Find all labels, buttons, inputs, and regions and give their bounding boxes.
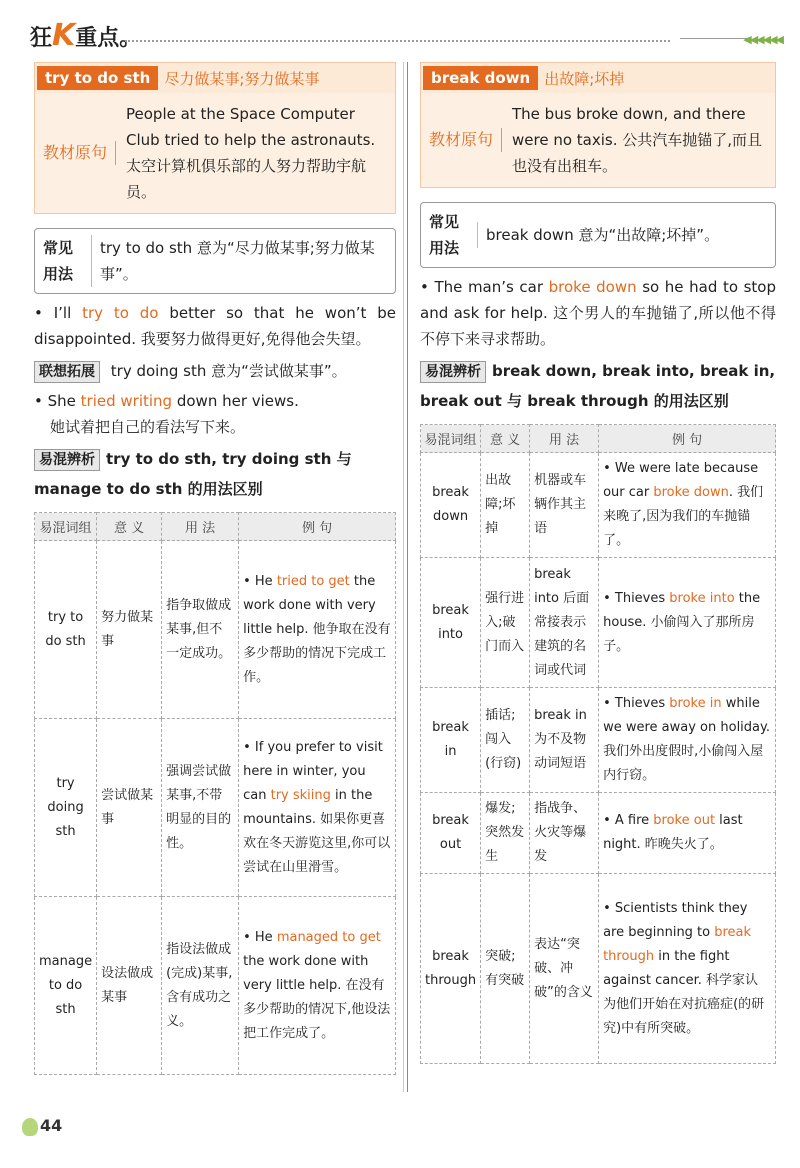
table-cell: break through — [421, 874, 481, 1064]
table-cell: try to do sth — [35, 541, 97, 719]
usage-text: break down 意为“出故障;坏掉”。 — [477, 222, 719, 248]
source-sentence: The bus broke down, and there were no taxis. 公共汽车抛锚了,而且也没有出租车。 — [512, 105, 763, 175]
usage-text: try to do sth 意为“尽力做某事;努力做某事”。 — [91, 235, 387, 287]
table-cell: 尝试做某事 — [97, 719, 162, 897]
table-cell: 指设法做成(完成)某事,含有成功之义。 — [162, 897, 239, 1075]
table-header: 用 法 — [162, 513, 239, 541]
header-dotted-rule — [125, 40, 670, 42]
page-header — [0, 0, 800, 53]
table-cell: 强行进入;破门而入 — [481, 558, 530, 688]
vocab-tag: break down — [423, 66, 538, 90]
table-header: 例 句 — [239, 513, 396, 541]
table-cell: • Scientists think they are beginning to break through in the fight against cancer. 科学家认为他们开始在对抗癌症(的研究)中有所突破。 — [599, 874, 776, 1064]
usage-box — [34, 228, 396, 294]
confuse-tag: 易混辨析 — [420, 361, 486, 383]
table-row — [35, 719, 396, 897]
table-cell: • He tried to get the work done with very little help. 他争取在没有多少帮助的情况下完成工作。 — [239, 541, 396, 719]
vocab-box — [34, 62, 396, 214]
confuse-title: 易混辨析 try to do sth, try doing sth 与 manage to do sth 的用法区别 — [34, 450, 352, 498]
table-cell: 机器或车辆作其主语 — [530, 453, 599, 558]
table-cell: 突破;有突破 — [481, 874, 530, 1064]
table-row — [421, 793, 776, 874]
table-cell: • A fire broke out last night. 昨晚失火了。 — [599, 793, 776, 874]
comparison-table — [420, 424, 776, 1064]
table-cell: 设法做成某事 — [97, 897, 162, 1075]
vocab-meaning: 尽力做某事;努力做某事 — [164, 69, 320, 88]
table-row — [421, 558, 776, 688]
table-cell: 出故障;坏掉 — [481, 453, 530, 558]
extend-tag: 联想拓展 — [34, 361, 100, 383]
table-header: 意 义 — [97, 513, 162, 541]
table-cell: • If you prefer to visit here in winter, you can try skiing in the mountains. 如果你更喜欢在冬天游览这里,你可以尝试在山里滑雪。 — [239, 719, 396, 897]
table-cell: break out — [421, 793, 481, 874]
table-cell: 表达“突破、冲破”的含义 — [530, 874, 599, 1064]
table-header: 例 句 — [599, 425, 776, 453]
vocab-meaning: 出故障;坏掉 — [544, 69, 625, 88]
table-cell: • Thieves broke in while we were away on holiday. 我们外出度假时,小偷闯入屋内行窃。 — [599, 688, 776, 793]
table-header: 易混词组 — [35, 513, 97, 541]
table-row — [35, 897, 396, 1075]
table-row — [421, 874, 776, 1064]
table-header: 易混词组 — [421, 425, 481, 453]
table-cell: 指战争、火灾等爆发 — [530, 793, 599, 874]
table-cell: break in 为不及物动词短语 — [530, 688, 599, 793]
table-cell: 爆发;突然发生 — [481, 793, 530, 874]
vocab-tag: try to do sth — [37, 66, 158, 90]
confuse-tag: 易混辨析 — [34, 449, 100, 471]
example-sentence: • I’ll try to do better so that he won’t be disappointed. 我要努力做得更好,免得他会失望。 — [34, 300, 396, 352]
table-row — [421, 688, 776, 793]
table-header: 意 义 — [481, 425, 530, 453]
column-divider — [407, 62, 408, 1092]
source-tag: 教材原句 — [35, 141, 116, 165]
table-cell: manage to do sth — [35, 897, 97, 1075]
vocab-box — [420, 62, 776, 188]
lightbulb-icon — [22, 1118, 38, 1136]
table-header: 用 法 — [530, 425, 599, 453]
header-rule — [680, 38, 750, 39]
extend-section: 联想拓展 try doing sth 意为“尝试做某事”。 — [34, 358, 396, 384]
table-row — [35, 541, 396, 719]
source-tag: 教材原句 — [421, 128, 502, 152]
source-sentence: People at the Space Computer Club tried to help the astronauts. 太空计算机俱乐部的人努力帮助宇航员。 — [126, 105, 376, 201]
column-divider — [403, 62, 404, 1092]
table-cell: 努力做某事 — [97, 541, 162, 719]
table-row — [421, 453, 776, 558]
table-cell: break into — [421, 558, 481, 688]
table-cell: break in — [421, 688, 481, 793]
confuse-title: 易混辨析 break down, break into, break in, break out 与 break through 的用法区别 — [420, 362, 776, 410]
arrows-icon: ◀◀◀◀◀◀ — [743, 33, 782, 46]
table-cell: break down — [421, 453, 481, 558]
table-cell: 指争取做成某事,但不一定成功。 — [162, 541, 239, 719]
usage-tag: 常见用法 — [43, 239, 74, 283]
example-sentence: • She tried writing down her views. 她试着把自己的看法写下来。 — [34, 388, 396, 440]
usage-box — [420, 202, 776, 268]
table-cell: • Thieves broke into the house. 小偷闯入了那所房子。 — [599, 558, 776, 688]
comparison-table — [34, 512, 396, 1075]
example-sentence: • The man’s car broke down so he had to stop and ask for help. 这个男人的车抛锚了,所以他不得不停下来寻求帮助。 — [420, 274, 776, 352]
page-number: 44 — [22, 1116, 62, 1136]
table-cell: break into 后面常接表示建筑的名词或代词 — [530, 558, 599, 688]
table-cell: 插话;闯入(行窃) — [481, 688, 530, 793]
table-cell: try doing sth — [35, 719, 97, 897]
left-column — [34, 62, 396, 1075]
table-cell: 强调尝试做某事,不带明显的目的性。 — [162, 719, 239, 897]
table-cell: • We were late because our car broke down. 我们来晚了,因为我们的车抛锚了。 — [599, 453, 776, 558]
table-cell: • He managed to get the work done with very little help. 在没有多少帮助的情况下,他设法把工作完成了。 — [239, 897, 396, 1075]
right-column — [420, 62, 776, 1064]
usage-tag: 常见用法 — [429, 213, 460, 257]
logo: 狂K重点。 — [30, 18, 142, 53]
